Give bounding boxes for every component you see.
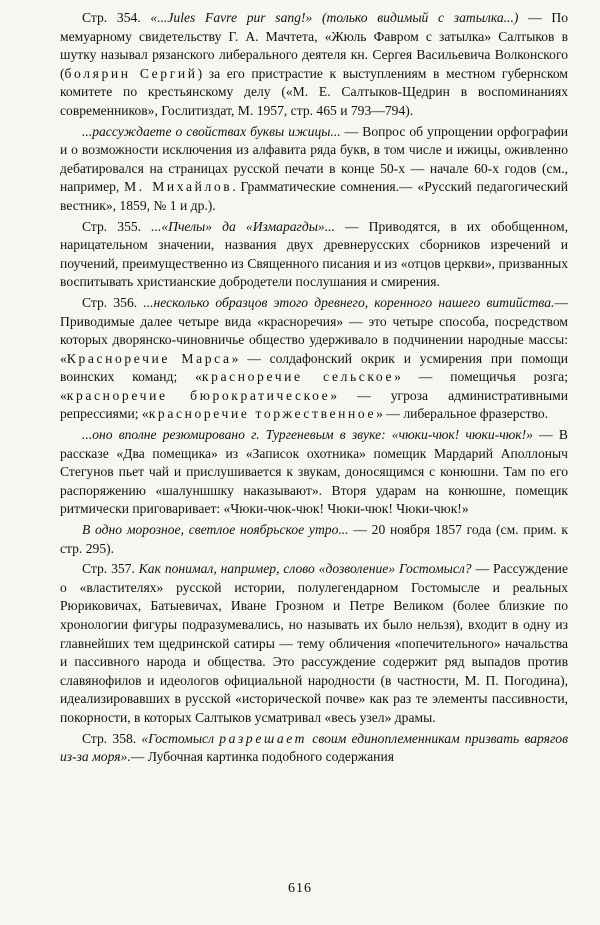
text-run: Стр. 355.: [82, 218, 152, 234]
note-paragraph: [60, 9, 568, 121]
text-run: Стр. 358.: [82, 730, 142, 746]
text-run: [312, 10, 322, 25]
note-paragraph: [60, 521, 568, 558]
note-paragraph: [60, 426, 568, 519]
note-paragraph: [60, 218, 568, 292]
text-run: — В рассказе «Два помещика» из «Записок охотника» помещик Мардарий Аполлоныч Стегунов пьет чай и прислушивается к звукам, доносящимся с конюшни. Там по его распоряжению «шалуншшку наказывают». Вторя ударам на конюшне, помещик ритмически приговаривает: «Чюки-чюк-чюк! Чюки-чюк! Чюки-чюк!»: [60, 427, 568, 517]
italic-quote: «...Jules Favre pur sang!»: [150, 10, 313, 25]
page-number: 616: [288, 881, 312, 896]
spaced-text: Красноречие Марса: [66, 350, 232, 366]
commentary-text: [60, 9, 568, 769]
text-run: — По мемуарному свидетельству Г. А. Мачтета, «Жюль Фавром с затылка» Салтыков в шутку называл рязанского либерального деятеля кн. Сергея Васильевича Волконского (: [60, 10, 568, 81]
text-run: » — помещичья розга; «: [60, 369, 568, 403]
text-run: Стр. 354.: [82, 10, 151, 25]
italic-quote: ...оно вполне резюмировано г. Тургеневым в звуке: «чюки-чюк! чюки-чюк!»: [82, 427, 533, 443]
text-run: » — солдафонский окрик и усмирения при помощи воинских команд; «: [60, 350, 569, 385]
text-run: — Рассуждение о «властителях» русской истории, полулегендарном Гостомысле и реальных Рюриковичах, Батыевичах, Иване Грозном и Петре Великом (более близкие по хронологии фигуры подразумевались, но называть их было нельзя), входит в одну из главнейших тем щедринской сатиры — тему обличения «попечительного» начальства и пассивного народа и общества. Это рассуждение содержит ряд выпадов против славянофилов и идеологов официальной народности (в частности, М. П. Погодина), идеализировавших в русской «исторической почве» как раз те элементы пассивности, покорности, в которых Салтыков усматривал «весь узел» драмы.: [60, 561, 568, 725]
text-run: . Грамматические сомнения.— «Русский педагогический вестник», 1859, № 1 и др.).: [60, 179, 568, 213]
note-paragraph: [60, 730, 568, 767]
note-paragraph: [60, 294, 568, 424]
italic-quote: своим единоплеменникам призвать варягов из-за моря».: [60, 730, 568, 765]
italic-quote: Как понимал, например, слово «дозволение» Гостомысл?: [138, 561, 472, 577]
text-run: » — либеральное фразерство.: [376, 406, 549, 422]
text-run: — Вопрос об упрощении орфографии и о возможности исключения из алфавита ряда букв, в том числе и ижицы, оживленно дебатировался на страницах русской печати в конце 50-х — начале 60-х годов (см., например,: [60, 123, 568, 195]
note-paragraph: [60, 560, 568, 727]
text-run: — Приводимые далее четыре вида «красноречия» — это четыре способа, посредством которых дворянско-чиновничье общество удерживало в подчинении народные массы: «: [60, 294, 568, 366]
spaced-text: красноречие бюрократическое: [66, 387, 331, 403]
spaced-text: красноречие сельское: [201, 369, 395, 385]
spaced-text: болярин Сергий: [64, 65, 198, 81]
text-run: — Приводятся, в их обобщенном, нарицательном значении, названия двух древнерусских сборников изречений и поучений, преимущественно из Священного писания и из «отцов церкви», призванных воспитывать христианские добродетели послушания и смирения.: [60, 218, 568, 290]
italic-quote: «Гостомысл: [141, 730, 220, 746]
italic-quote: ...«Пчелы» да «Измарагды»...: [151, 218, 335, 234]
text-run: Стр. 357.: [82, 561, 139, 577]
italic-quote: (только видимый с затылка...): [322, 10, 519, 25]
text-run: — Лубочная картинка подобного содержания: [130, 749, 394, 765]
italic-quote: ...рассуждаете о свойствах буквы ижицы...: [82, 123, 341, 139]
italic-quote: В одно морозное, светлое ноябрьское утро...: [82, 522, 349, 538]
spaced-text: красноречие торжественное: [148, 406, 377, 422]
italic-quote: ...несколько образцов этого древнего, коренного нашего витийства.: [143, 294, 555, 310]
text-run: Стр. 356.: [82, 294, 144, 310]
text-run: » — угроза административными репрессиями; «: [60, 387, 568, 422]
text-run: — 20 ноября 1857 года (см. прим. к стр. 295).: [60, 522, 568, 556]
text-run: ) за его пристрастие к выступлениям в местном губернском комитете по крестьянскому делу («М. Е. Салтыков-Щедрин в воспоминаниях современников», Гослитиздат, М. 1957, стр. 465 и 793—794).: [60, 65, 569, 118]
italic-quote: разрешает: [219, 730, 308, 746]
spaced-text: М. Михайлов: [124, 179, 233, 195]
note-paragraph: [60, 123, 568, 216]
